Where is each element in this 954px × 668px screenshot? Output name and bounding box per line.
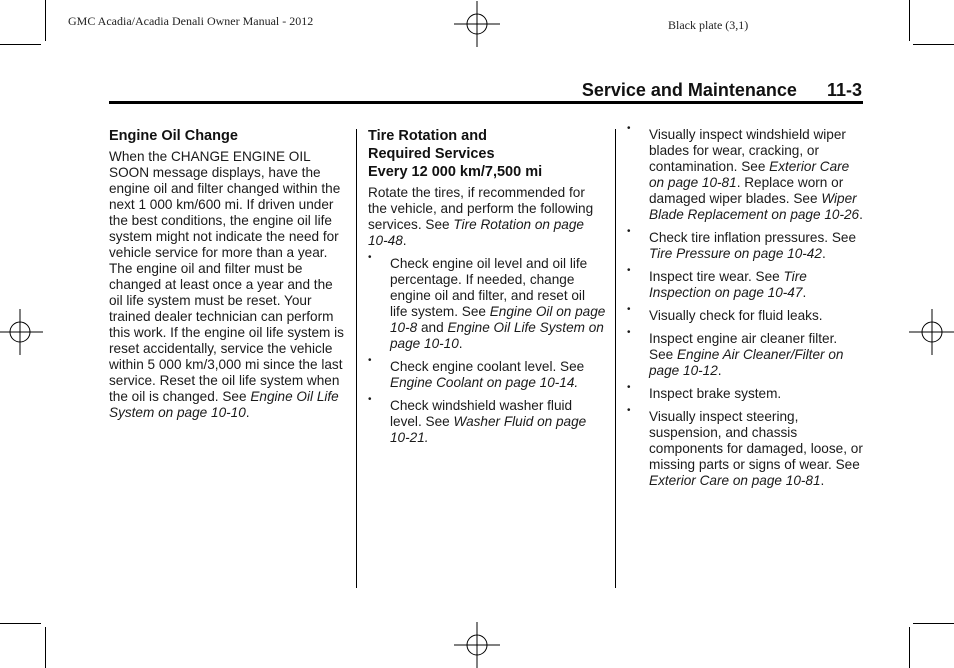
column-engine-oil: [109, 127, 347, 421]
header-rule: [109, 101, 863, 104]
list-item: [627, 382, 865, 402]
section-title: Service and Maintenance: [581, 80, 797, 100]
section-heading: Engine Oil Change: [109, 128, 238, 144]
crop-mark: [0, 623, 41, 624]
body-text: Inspect tire wear. See: [649, 269, 784, 284]
column-divider: [615, 129, 616, 588]
cross-reference: Exterior Care on page 10-81: [649, 159, 850, 190]
list-item: [627, 327, 865, 379]
registration-mark-icon: [909, 309, 954, 355]
body-text: Check windshield washer fluid level. See: [390, 398, 573, 429]
list-item: [368, 252, 606, 352]
crop-mark: [45, 627, 46, 668]
body-text: Inspect brake system.: [649, 386, 782, 401]
service-list: [627, 123, 865, 489]
body-text: .: [859, 207, 863, 222]
registration-mark-icon: [454, 1, 500, 47]
section-heading: [368, 127, 606, 181]
heading-line: Every 12 000 km/7,500 mi: [368, 164, 543, 180]
bullet-icon: •: [368, 394, 372, 405]
page-header: [582, 80, 862, 101]
list-item: [627, 405, 865, 489]
crop-mark: [913, 44, 954, 45]
column-divider: [356, 129, 357, 588]
list-item: [627, 265, 865, 301]
body-text: Visually inspect windshield wiper blades for wear, cracking, or contamination. See: [649, 127, 846, 174]
cross-reference: Engine Oil Life System on page 10-10: [109, 389, 339, 420]
body-text: .: [802, 285, 807, 300]
bullet-icon: •: [627, 265, 631, 276]
crop-mark: [0, 44, 41, 45]
body-text: Inspect engine air cleaner filter. See: [649, 331, 838, 362]
bullet-icon: •: [627, 304, 631, 315]
plate-info-left: GMC Acadia/Acadia Denali Owner Manual - 2012: [68, 14, 314, 28]
bullet-icon: •: [368, 355, 372, 366]
bullet-icon: •: [627, 382, 631, 393]
body-text: Visually inspect steering, suspension, and chassis components for damaged, loose, or missing parts or signs of wear. See: [649, 409, 863, 472]
crop-mark: [909, 627, 910, 668]
cross-reference: Tire Inspection on page 10-47: [649, 269, 807, 300]
registration-mark-icon: [0, 309, 43, 355]
cross-reference: Engine Air Cleaner/Filter on page 10-12: [649, 347, 844, 378]
list-item: [627, 304, 865, 324]
body-text: . Replace worn or damaged wiper blades. See: [649, 175, 844, 206]
body-text: Check tire inflation pressures. See: [649, 230, 857, 245]
body-text: .: [820, 473, 825, 488]
body-text: and: [417, 320, 448, 335]
list-item: [368, 355, 606, 391]
paragraph: [109, 149, 347, 421]
body-text: Check engine oil level and oil life percentage. If needed, change engine oil and filter, and reset oil life system. See: [390, 256, 588, 319]
bullet-icon: •: [627, 123, 631, 134]
column-tire-rotation: [368, 127, 606, 446]
crop-mark: [45, 0, 46, 41]
bullet-icon: •: [627, 226, 631, 237]
body-text: Rotate the tires, if recommended for the vehicle, and perform the following services. See: [368, 185, 594, 232]
cross-reference: Engine Coolant on page 10-14.: [390, 375, 579, 390]
cross-reference: Wiper Blade Replacement on page 10-26: [649, 191, 860, 222]
body-text: .: [821, 246, 826, 261]
list-item: [627, 226, 865, 262]
body-text: .: [717, 363, 722, 378]
body-text: Visually check for fluid leaks.: [649, 308, 823, 323]
plate-info-right: Black plate (3,1): [668, 18, 749, 32]
page-number: 11-3: [826, 80, 862, 100]
cross-reference: Exterior Care on page 10-81: [649, 473, 821, 488]
list-item: [627, 123, 865, 223]
service-list: [368, 252, 606, 446]
bullet-icon: •: [627, 405, 631, 416]
column-inspections: [627, 123, 865, 489]
bullet-icon: •: [627, 327, 631, 338]
cross-reference: Tire Rotation on page 10-48: [368, 217, 584, 248]
cross-reference: Engine Oil on page 10-8: [390, 304, 606, 335]
cross-reference: Tire Pressure on page 10-42: [649, 246, 822, 261]
crop-mark: [909, 0, 910, 41]
bullet-icon: •: [368, 252, 372, 263]
registration-mark-icon: [454, 622, 500, 668]
body-text: .: [458, 336, 463, 351]
paragraph: [368, 185, 606, 249]
body-text: .: [402, 233, 407, 248]
body-text: .: [245, 405, 250, 420]
cross-reference: Washer Fluid on page 10-21.: [390, 414, 587, 445]
cross-reference: Engine Oil Life System on page 10-10: [390, 320, 604, 351]
body-text: Check engine coolant level. See: [390, 359, 585, 374]
body-text: When the CHANGE ENGINE OIL SOON message displays, have the engine oil and filter changed within the next 1 000 km/600 mi. If driven under the best conditions, the engine oil life system might not indicate the need for vehicle service for more than a year. The engine oil and filter must be changed at least once a year and the oil life system must be reset. Your trained dealer technician can perform this work. If the engine oil life system is reset accidentally, service the vehicle within 5 000 km/3,000 mi since the last service. Reset the oil life system when the oil is changed. See: [109, 149, 344, 404]
heading-line: Tire Rotation and: [368, 128, 487, 144]
crop-mark: [913, 623, 954, 624]
heading-line: Required Services: [368, 146, 495, 162]
list-item: [368, 394, 606, 446]
